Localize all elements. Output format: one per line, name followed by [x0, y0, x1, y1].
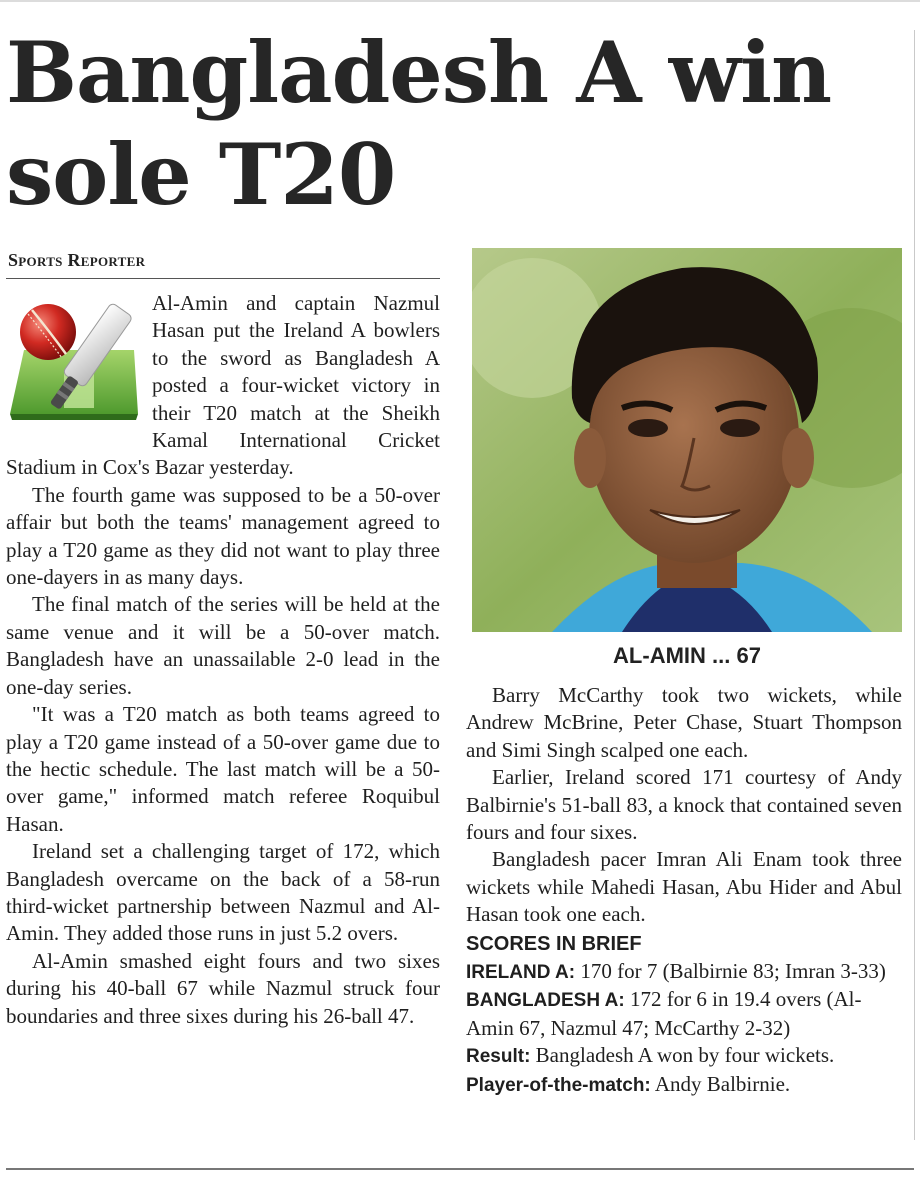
- scores-heading: SCORES IN BRIEF: [466, 932, 642, 955]
- score-text: 170 for 7 (Balbirnie 83; Imran 3-33): [580, 959, 886, 984]
- paragraph: Al-Amin smashed eight fours and two sixes during his 40-ball 67 while Nazmul struck four boundaries and three sixes during his 26-ball 47.: [6, 948, 440, 1028]
- score-line-potm: [466, 1071, 902, 1099]
- score-label: BANGLADESH A:: [466, 990, 625, 1012]
- paragraph: Earlier, Ireland scored 171 courtesy of Andy Balbirnie's 51-ball 83, a knock that contained seven fours and four sixes.: [466, 765, 902, 845]
- score-label: IRELAND A:: [466, 962, 576, 984]
- score-line-result: [466, 1042, 902, 1070]
- paragraph: The final match of the series will be held at the same venue and it will be a 50-over match. Bangladesh have an unassailable 2-0 lead in the one-day series.: [6, 592, 440, 699]
- byline: Sports Reporter: [8, 250, 146, 270]
- right-column: [466, 682, 902, 1099]
- left-column: [6, 290, 440, 1030]
- player-photo: [472, 248, 902, 632]
- score-text: Bangladesh A won by four wickets.: [535, 1043, 835, 1068]
- score-text: 172 for 6 in 19.4 overs (Al-Amin 67, Nazmul 47; McCarthy 2-32): [466, 987, 862, 1040]
- score-label: Player-of-the-match:: [466, 1074, 651, 1096]
- paragraph: "It was a T20 match as both teams agreed to play a T20 game instead of a 50-over game due to the hectic schedule. The last match will be a 50-over game," informed match referee Roquibul Hasan.: [6, 702, 440, 836]
- byline-rule: [6, 278, 440, 279]
- photo-caption: AL-AMIN ... 67: [613, 643, 761, 668]
- column-edge-rule: [914, 30, 915, 1140]
- score-text: Andy Balbirnie.: [654, 1071, 791, 1096]
- paragraph: Ireland set a challenging target of 172, which Bangladesh overcame on the back of a 58-run third-wicket partnership between Nazmul and Al-Amin. They added those runs in just 5.2 overs.: [6, 839, 440, 946]
- top-rule: [0, 0, 920, 2]
- paragraph: Al-Amin and captain Nazmul Hasan put the Ireland A bowlers to the sword as Bangladesh A posted a four-wicket victory in their T20 match at the Sheikh Kamal International Cricket Stadium in Cox's Bazar yesterday.: [6, 291, 440, 480]
- bottom-rule: [6, 1168, 914, 1170]
- paragraph: Barry McCarthy took two wickets, while Andrew McBrine, Peter Chase, Stuart Thompson and Simi Singh scalped one each.: [466, 683, 902, 762]
- score-label: Result:: [466, 1046, 531, 1068]
- paragraph: Bangladesh pacer Imran Ali Enam took three wickets while Mahedi Hasan, Abu Hider and Abul Hasan took one each.: [466, 847, 902, 927]
- score-line-ireland: [466, 958, 902, 986]
- score-line-bangladesh: [466, 986, 902, 1042]
- headline: Bangladesh A win sole T20: [6, 23, 832, 224]
- paragraph: The fourth game was supposed to be a 50-over affair but both the teams' management agreed to play a T20 game as they did not want to play three one-dayers in as many days.: [6, 482, 440, 590]
- cricket-ball-bat-icon: [6, 290, 142, 430]
